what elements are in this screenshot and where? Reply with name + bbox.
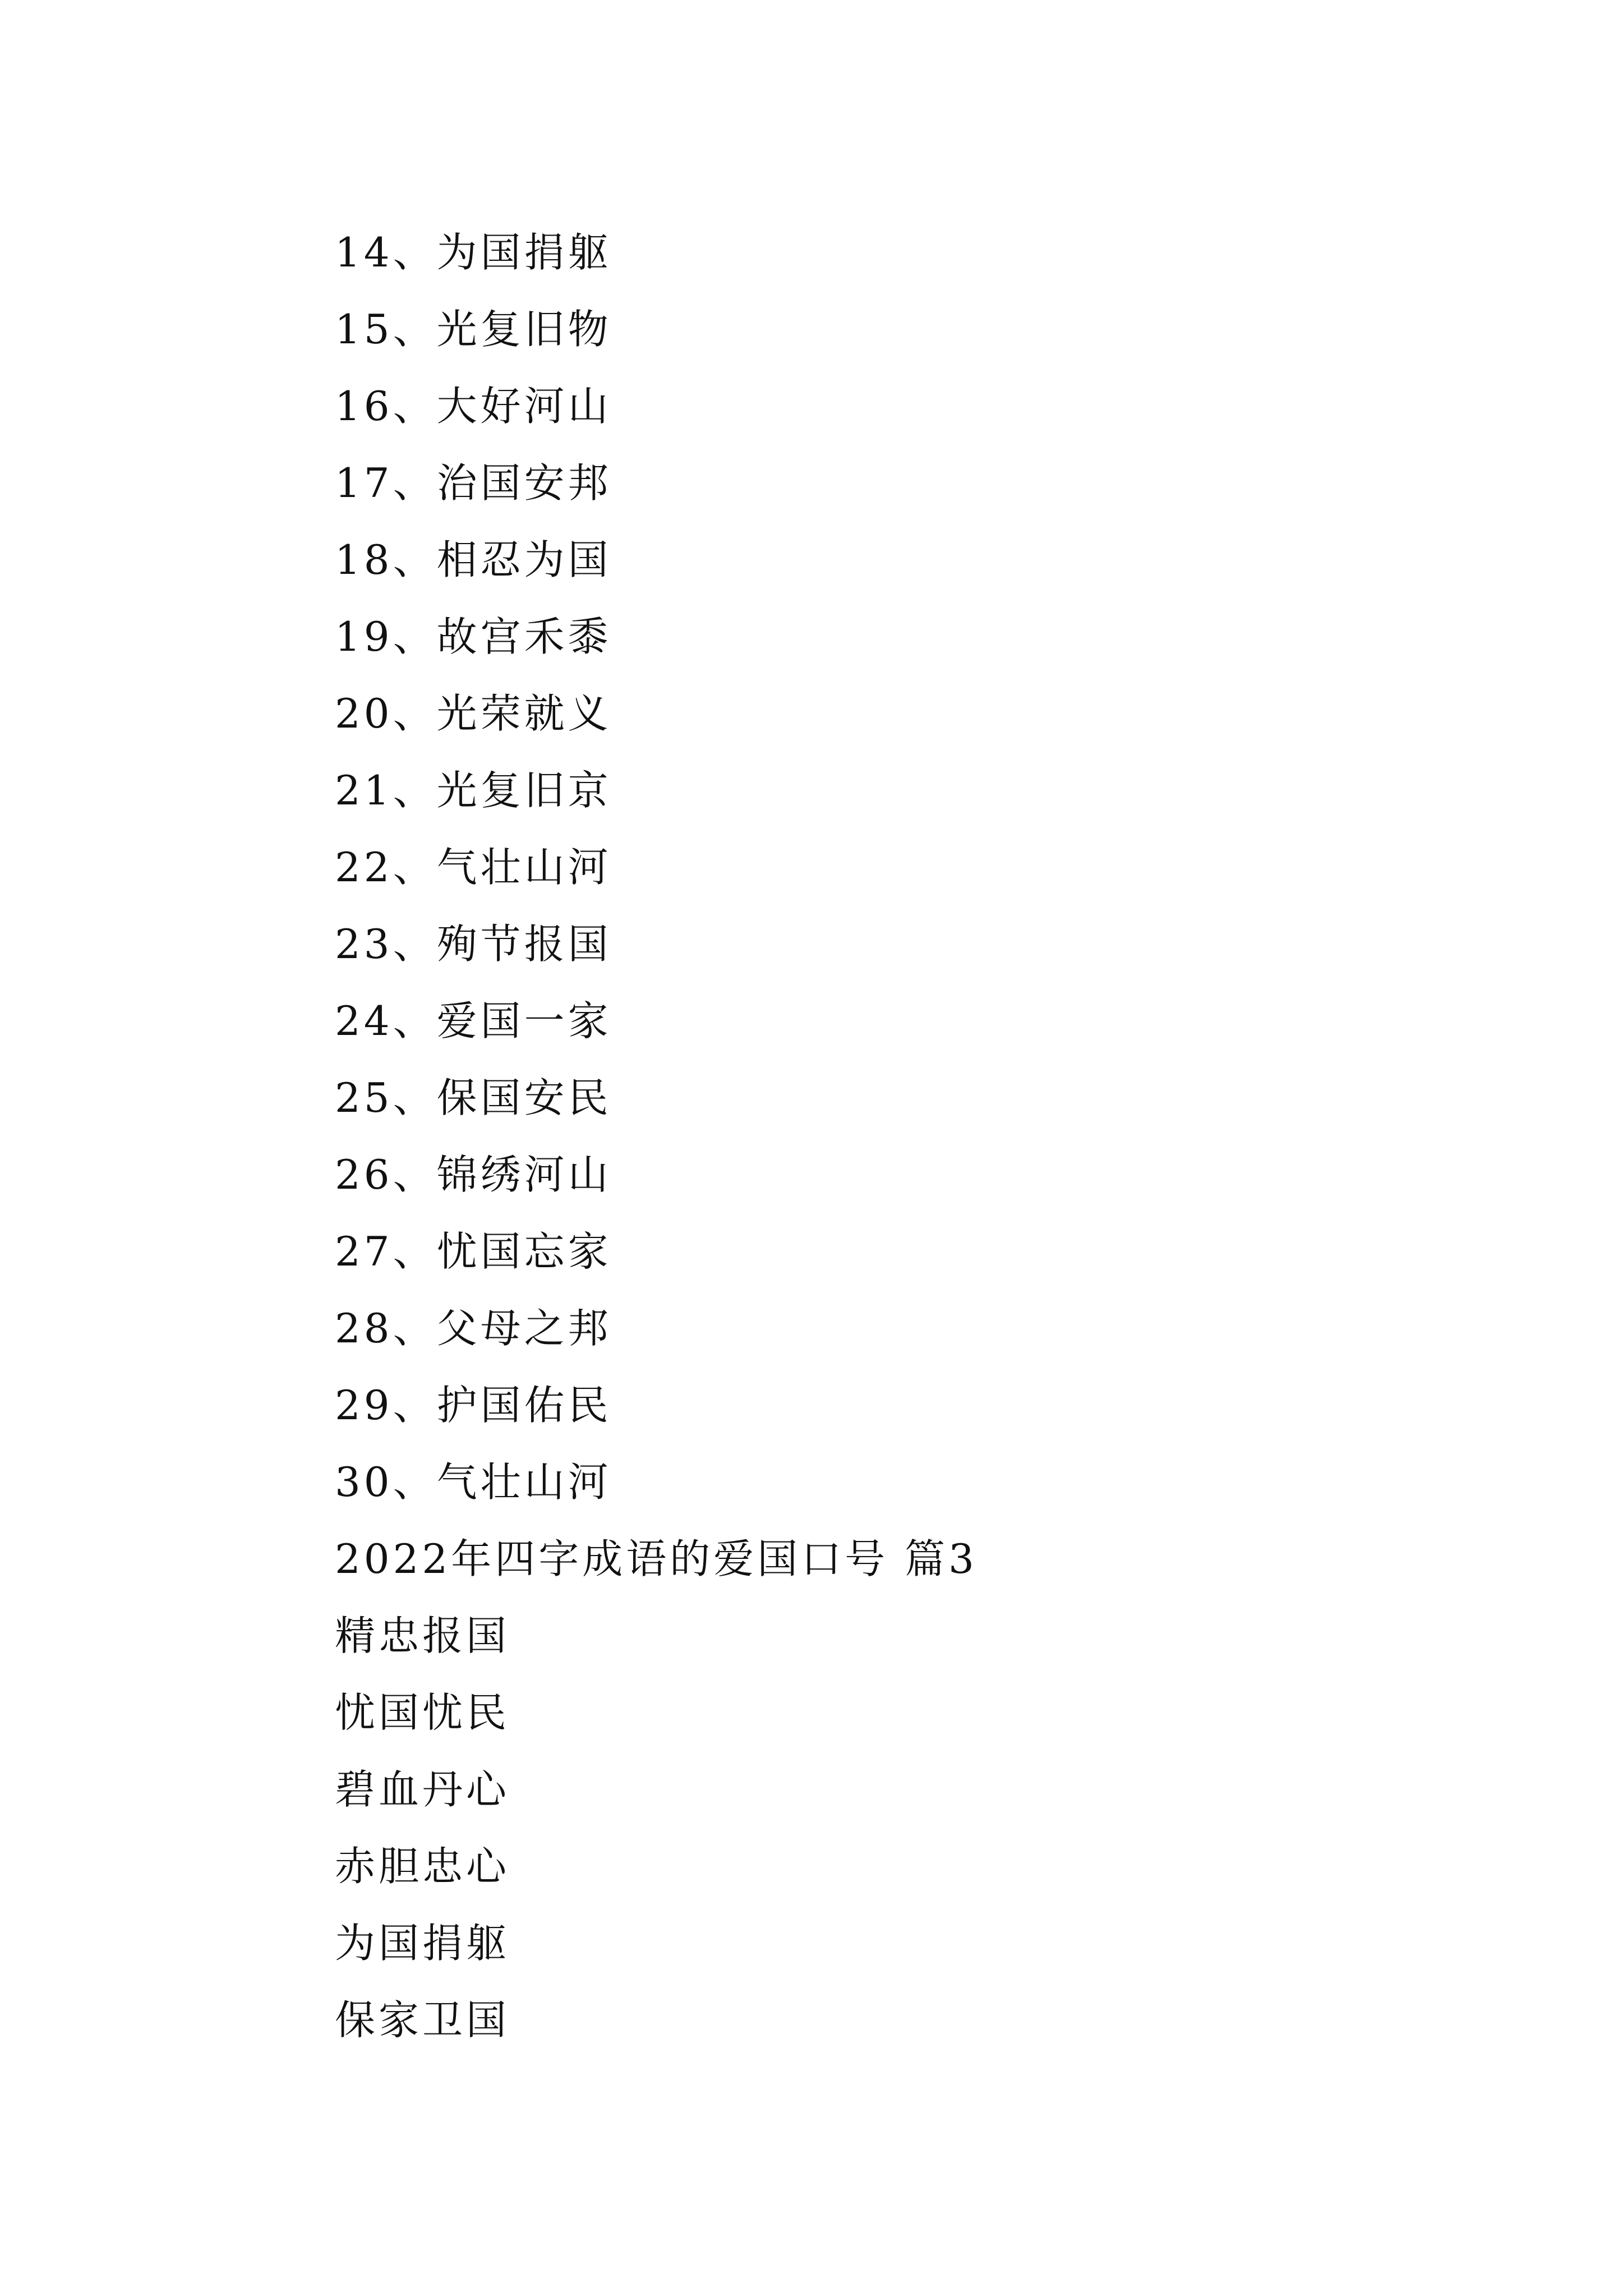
idiom-item: 赤胆忠心: [335, 1843, 510, 1890]
list-item: 29、护国佑民: [335, 1382, 612, 1429]
idiom-item: 忧国忧民: [335, 1689, 510, 1736]
list-item: 28、父母之邦: [335, 1305, 612, 1352]
list-item: 15、光复旧物: [335, 306, 612, 353]
idiom-item: 保家卫国: [335, 1996, 510, 2044]
list-item: 26、锦绣河山: [335, 1151, 612, 1198]
idiom-item: 为国捐躯: [335, 1920, 510, 1967]
list-item: 24、爱国一家: [335, 997, 612, 1045]
list-item: 19、故宫禾黍: [335, 613, 612, 660]
list-item: 22、气壮山河: [335, 844, 612, 891]
list-item: 30、气壮山河: [335, 1458, 612, 1506]
section-heading: 2022年四字成语的爱国口号 篇3: [335, 1535, 978, 1582]
list-item: 25、保国安民: [335, 1074, 612, 1121]
list-item: 17、治国安邦: [335, 459, 612, 507]
page-content: [335, 214, 1513, 2059]
list-item: 21、光复旧京: [335, 767, 612, 814]
idiom-item: 碧血丹心: [335, 1766, 510, 1813]
list-item: 16、大好河山: [335, 383, 612, 430]
list-item: 20、光荣就义: [335, 690, 612, 737]
list-item: 14、为国捐躯: [335, 229, 612, 276]
list-item: 18、相忍为国: [335, 536, 612, 583]
list-item: 23、殉节报国: [335, 921, 612, 968]
list-item: 27、忧国忘家: [335, 1228, 612, 1275]
idiom-item: 精忠报国: [335, 1612, 510, 1659]
